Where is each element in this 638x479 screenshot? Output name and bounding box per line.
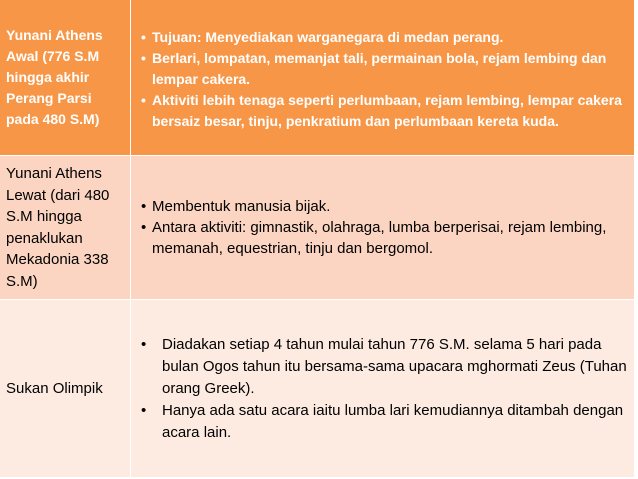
bullet-icon: • bbox=[141, 219, 147, 236]
bullet-icon: • bbox=[141, 92, 146, 108]
bullet-icon: • bbox=[141, 50, 146, 66]
bullet-icon: • bbox=[141, 401, 147, 419]
bullet-icon: • bbox=[141, 198, 147, 215]
bullet-list bbox=[141, 196, 628, 259]
bullet-list bbox=[141, 334, 628, 444]
period-cell bbox=[0, 0, 131, 155]
period-cell bbox=[0, 300, 131, 477]
bullet-icon: • bbox=[141, 29, 146, 45]
bullet-item: • Diadakan setiap 4 tahun mulai tahun 776 S.M. selama 5 hari pada bulan Ogos tahun itu bersama-sama upacara mghormati Zeus (Tuhan orang Greek). bbox=[141, 335, 627, 397]
bullet-item: • Berlari, lompatan, memanjat tali, permainan bola, rejam lembing dan lempar cakera. bbox=[141, 50, 607, 87]
period-label: Yunani Athens Lewat (dari 480 S.M hingga penaklukan Mekadonia 338 S.M) bbox=[6, 165, 110, 290]
bullet-item: • Hanya ada satu acara iaitu lumba lari kemudiannya ditambah dengan acara lain. bbox=[141, 401, 624, 441]
table-row bbox=[0, 156, 634, 300]
bullet-item: • Aktiviti lebih tenaga seperti perlumbaan, rejam lembing, lempar cakera bersaiz besar, tinju, penkratium dan perlumbaan kereta kuda. bbox=[141, 92, 622, 129]
period-cell bbox=[0, 156, 131, 299]
bullet-item: • Membentuk manusia bijak. bbox=[141, 198, 331, 215]
bullet-list bbox=[141, 27, 628, 132]
table-row bbox=[0, 0, 634, 156]
bullet-item: • Tujuan: Menyediakan warganegara di medan perang. bbox=[141, 27, 628, 48]
description-cell bbox=[131, 0, 634, 155]
table-row bbox=[0, 300, 634, 478]
period-label: Yunani Athens Awal (776 S.M hingga akhir Perang Parsi pada 480 S.M) bbox=[6, 27, 103, 127]
bullet-icon: • bbox=[141, 335, 147, 353]
description-cell bbox=[131, 300, 634, 477]
bullet-item: • Antara aktiviti: gimnastik, olahraga, lumba berperisai, rejam lembing, memanah, equestrian, tinju dan bergomol. bbox=[141, 219, 607, 257]
period-label: Sukan Olimpik bbox=[6, 380, 103, 397]
description-cell bbox=[131, 156, 634, 299]
